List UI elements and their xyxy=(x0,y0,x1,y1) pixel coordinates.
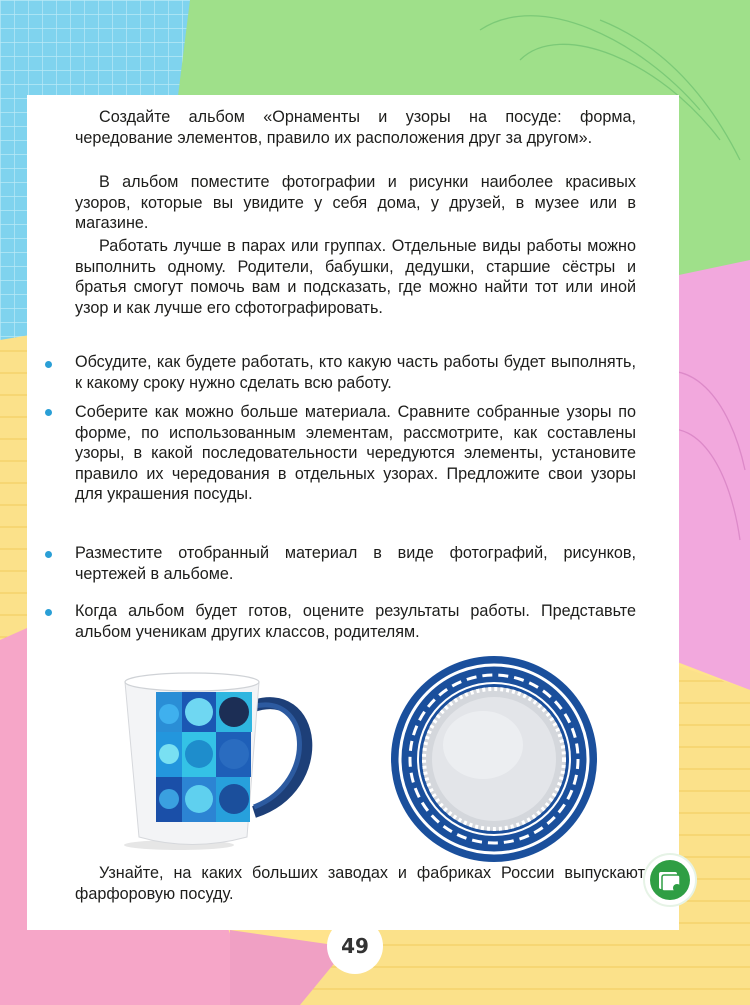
plate-illustration xyxy=(387,653,602,865)
intro-paragraph-1: Создайте альбом «Орнаменты и узоры на посуде: форма, чередование элементов, правило их расположения друг за другом». xyxy=(75,108,636,147)
task-item-3: Разместите отобранный материал в виде фотографий, рисунков, чертежей в альбоме. xyxy=(75,544,636,583)
task-item-2: Соберите как можно больше материала. Сравните собранные узоры по форме, по использованным элементам, рассмотрите, как составлены узоры, в какой последовательности чередуются элементы, установите правило их чередования в отдельных узорах. Предложите свои узоры для украшения посуды. xyxy=(75,403,636,503)
task-item-1: Обсудите, как будете работать, кто какую часть работы будет выполнять, к какому сроку нужно сделать всю работу. xyxy=(75,353,636,392)
task-item-4: Когда альбом будет готов, оцените результаты работы. Представьте альбом ученикам других классов, родителям. xyxy=(75,602,636,641)
textbook-page xyxy=(27,95,679,930)
folder-icon xyxy=(645,855,695,905)
intro-paragraph-2: В альбом поместите фотографии и рисунки наиболее красивых узоров, которые вы увидите у себя дома, у друзей, в музее или в магазине. xyxy=(75,173,636,232)
page-number: 49 xyxy=(327,918,383,974)
mug-illustration xyxy=(119,662,325,852)
closing-question: Узнайте, на каких больших заводах и фабриках России выпускают фарфоровую посуду. xyxy=(75,864,645,903)
bullet-dot-icon xyxy=(45,361,52,368)
bullet-dot-icon xyxy=(45,409,52,416)
folder-icon-button[interactable] xyxy=(645,855,695,905)
bullet-dot-icon xyxy=(45,609,52,616)
intro-paragraph-3: Работать лучше в парах или группах. Отдельные виды работы можно выполнить одному. Родители, бабушки, дедушки, старшие сёстры и братья смогут помочь вам и подсказать, где можно найти тот или иной узор и как лучше его сфотографировать. xyxy=(75,237,636,317)
bullet-dot-icon xyxy=(45,551,52,558)
